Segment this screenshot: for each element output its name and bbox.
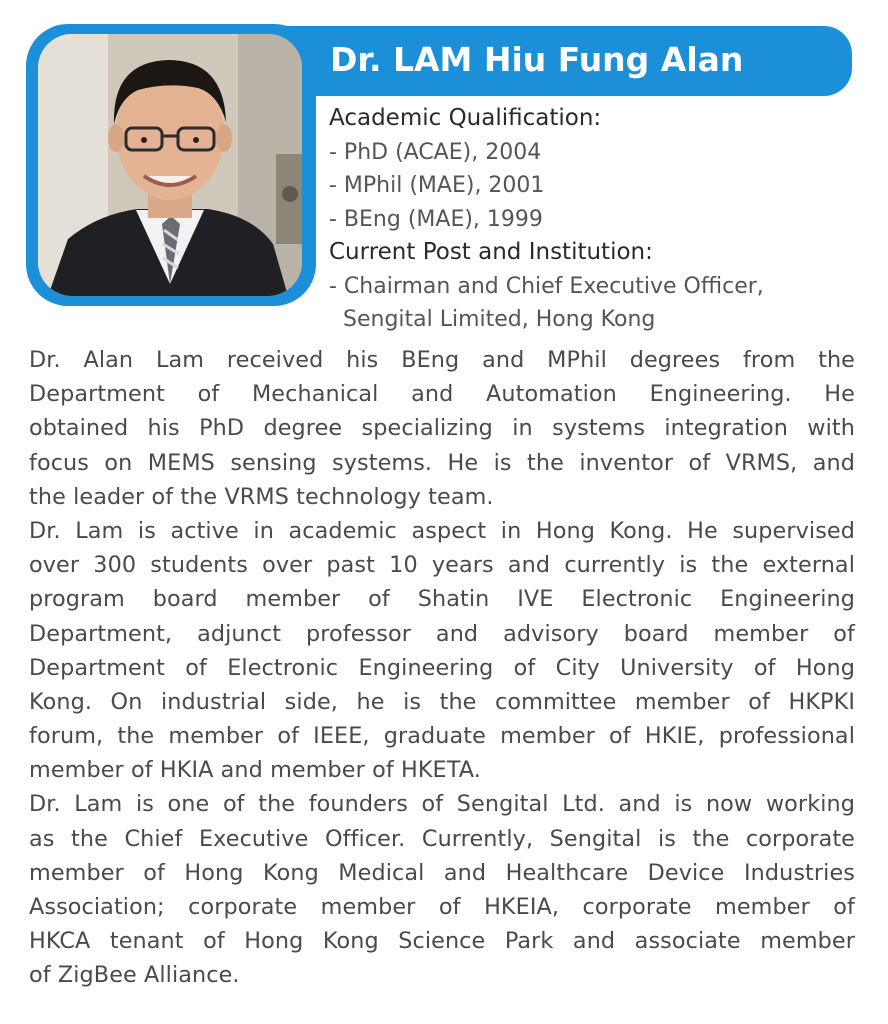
qualifications-block xyxy=(329,102,869,337)
bio-line: Association; corporate member of HKEIA, corporate member of xyxy=(29,894,855,920)
bio-line: Kong. On industrial side, he is the committee member of HKPKI xyxy=(29,688,855,715)
academic-item: - PhD (ACAE), 2004 xyxy=(329,139,542,165)
bio-line: Department of Electronic Engineering of City University of Hong xyxy=(29,654,855,681)
bio-line: member of HKIA and member of HKETA. xyxy=(29,757,481,784)
academic-item: - BEng (MAE), 1999 xyxy=(329,206,543,232)
bio-line: Department, adjunct professor and advisory board member of xyxy=(29,620,855,647)
post-item: - Chairman and Chief Executive Officer, xyxy=(329,273,764,299)
academic-qualification-heading: Academic Qualification: xyxy=(329,105,602,131)
bio-line: Department of Mechanical and Automation Engineering. He xyxy=(29,381,855,408)
bio-line: member of Hong Kong Medical and Healthcare Device Industries xyxy=(29,859,855,886)
bio-line: HKCA tenant of Hong Kong Science Park and associate member xyxy=(29,928,855,955)
current-post-heading: Current Post and Institution: xyxy=(329,239,653,265)
biography-text xyxy=(29,343,855,993)
bio-line: Dr. Alan Lam received his BEng and MPhil degrees from the xyxy=(29,347,855,373)
portrait-illustration xyxy=(38,34,302,296)
bio-line: program board member of Shatin IVE Electronic Engineering xyxy=(29,586,855,613)
profile-name: Dr. LAM Hiu Fung Alan xyxy=(330,40,744,79)
bio-line: forum, the member of IEEE, graduate member of HKIE, professional xyxy=(29,723,855,750)
bio-line: Dr. Lam is active in academic aspect in Hong Kong. He supervised xyxy=(29,517,855,544)
bio-line: obtained his PhD degree specializing in systems integration with xyxy=(29,415,855,442)
bio-line: focus on MEMS sensing systems. He is the inventor of VRMS, and xyxy=(29,449,855,476)
bio-line: Dr. Lam is one of the founders of Sengital Ltd. and is now working xyxy=(29,791,855,818)
bio-line: the leader of the VRMS technology team. xyxy=(29,483,494,510)
bio-line: over 300 students over past 10 years and currently is the external xyxy=(29,552,855,579)
portrait-photo xyxy=(38,34,302,296)
post-item: Sengital Limited, Hong Kong xyxy=(343,307,656,332)
academic-item: - MPhil (MAE), 2001 xyxy=(329,173,545,198)
bio-line: as the Chief Executive Officer. Currently, Sengital is the corporate xyxy=(29,825,855,852)
bio-line: of ZigBee Alliance. xyxy=(29,962,240,989)
